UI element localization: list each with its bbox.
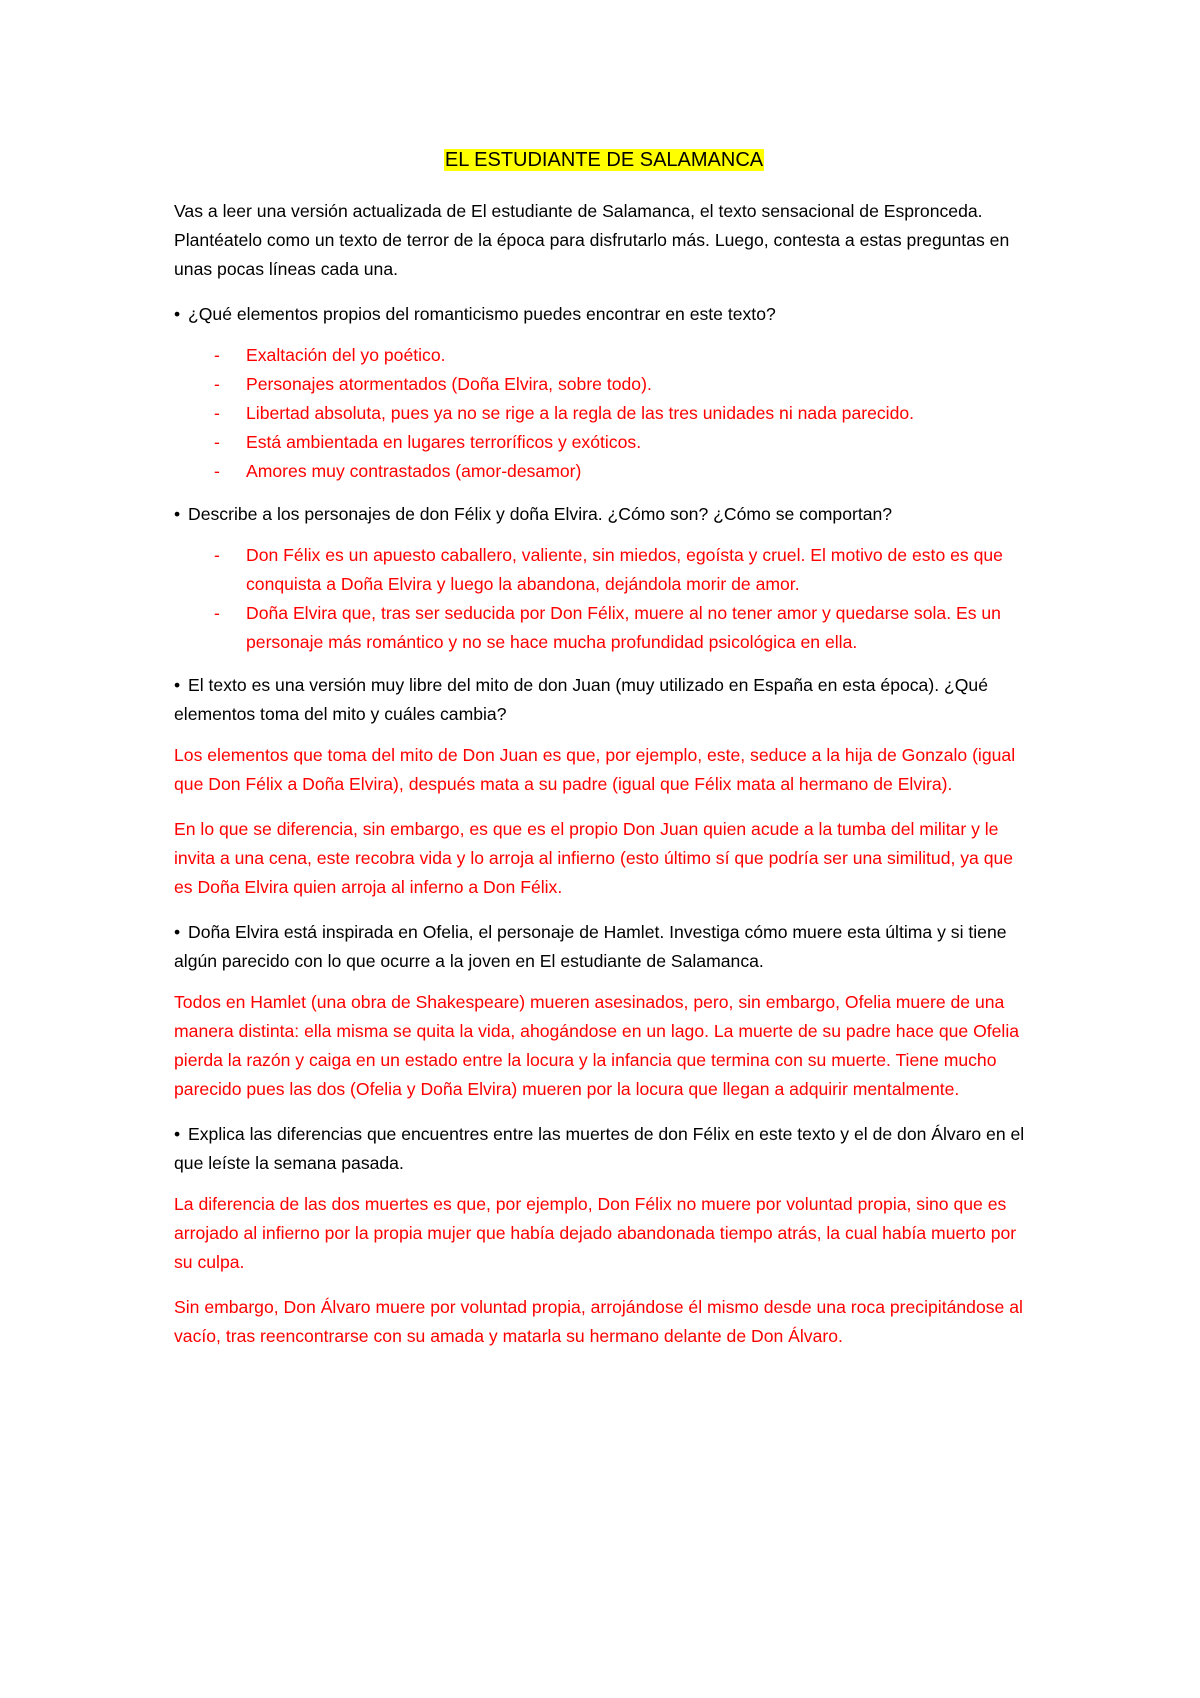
- dash-icon: -: [214, 432, 220, 452]
- bullet-icon: •: [174, 675, 181, 695]
- dash-icon: -: [214, 545, 220, 565]
- answer-1-item: [174, 428, 1034, 457]
- answer-1-item: [174, 370, 1034, 399]
- question-5: [174, 1120, 1034, 1178]
- document-page: [174, 146, 1034, 1367]
- answer-3-paragraph: Los elementos que toma del mito de Don Juan es que, por ejemplo, este, seduce a la hija de Gonzalo (igual que Don Félix a Doña Elvira), después mata a su padre (igual que Félix mata al hermano de Elvira).: [174, 745, 1016, 794]
- dash-icon: -: [214, 461, 220, 481]
- bullet-icon: •: [174, 504, 181, 524]
- dash-icon: -: [214, 345, 220, 365]
- question-2-text: Describe a los personajes de don Félix y doña Elvira. ¿Cómo son? ¿Cómo se comportan?: [188, 504, 893, 524]
- bullet-icon: •: [174, 304, 181, 324]
- answer-1-item-text: Amores muy contrastados (amor-desamor): [246, 461, 582, 481]
- question-2: [174, 500, 1034, 529]
- answer-1-item-text: Está ambientada en lugares terroríficos y exóticos.: [246, 432, 642, 452]
- answer-5-paragraph: Sin embargo, Don Álvaro muere por voluntad propia, arrojándose él mismo desde una roca precipitándose al vacío, tras reencontrarse con su amada y matarla su hermano delante de Don Álvaro.: [174, 1297, 1023, 1346]
- question-3-text: El texto es una versión muy libre del mito de don Juan (muy utilizado en España en esta época). ¿Qué elementos toma del mito y cuáles cambia?: [174, 675, 988, 724]
- answer-1-item-text: Libertad absoluta, pues ya no se rige a la regla de las tres unidades ni nada parecido.: [246, 403, 915, 423]
- answer-2-item-text: Don Félix es un apuesto caballero, valiente, sin miedos, egoísta y cruel. El motivo de esto es que conquista a Doña Elvira y luego la abandona, dejándola morir de amor.: [246, 545, 1003, 594]
- answer-1-item: [174, 341, 1034, 370]
- answer-1-item-text: Exaltación del yo poético.: [246, 345, 446, 365]
- answer-2-item: [174, 599, 1034, 657]
- title-wrap: [174, 146, 1034, 175]
- answer-1-list: [174, 341, 1034, 486]
- answer-1-item: [174, 399, 1034, 428]
- answer-4-paragraph: Todos en Hamlet (una obra de Shakespeare) mueren asesinados, pero, sin embargo, Ofelia muere de una manera distinta: ella misma se quita la vida, ahogándose en un lago. La muerte de su padre hace que Ofelia pierda la razón y caiga en un estado entre la locura y la infancia que termina con su muerte. Tiene mucho parecido pues las dos (Ofelia y Doña Elvira) mueren por la locura que llegan a adquirir mentalmente.: [174, 992, 1020, 1099]
- question-5-text: Explica las diferencias que encuentres entre las muertes de don Félix en este texto y el de don Álvaro en el que leíste la semana pasada.: [174, 1124, 1025, 1173]
- answer-1-item-text: Personajes atormentados (Doña Elvira, sobre todo).: [246, 374, 652, 394]
- answer-1-item: [174, 457, 1034, 486]
- question-4-text: Doña Elvira está inspirada en Ofelia, el personaje de Hamlet. Investiga cómo muere esta última y si tiene algún parecido con lo que ocurre a la joven en El estudiante de Salamanca.: [174, 922, 1007, 971]
- answer-2-item: [174, 541, 1034, 599]
- dash-icon: -: [214, 374, 220, 394]
- bullet-icon: •: [174, 1124, 181, 1144]
- dash-icon: -: [214, 403, 220, 423]
- document-title: EL ESTUDIANTE DE SALAMANCA: [444, 149, 764, 171]
- answer-2-item-text: Doña Elvira que, tras ser seducida por Don Félix, muere al no tener amor y quedarse sola. Es un personaje más romántico y no se hace mucha profundidad psicológica en ella.: [246, 603, 1001, 652]
- answer-2-list: [174, 541, 1034, 657]
- answer-3-paragraph: En lo que se diferencia, sin embargo, es que es el propio Don Juan quien acude a la tumba del militar y le invita a una cena, este recobra vida y lo arroja al infierno (esto último sí que podría ser una similitud, ya que es Doña Elvira quien arroja al inferno a Don Félix.: [174, 819, 1014, 897]
- answer-5-paragraph: La diferencia de las dos muertes es que, por ejemplo, Don Félix no muere por voluntad propia, sino que es arrojado al infierno por la propia mujer que había dejado abandonada tiempo atrás, la cual había muerto por su culpa.: [174, 1194, 1017, 1272]
- intro-paragraph: Vas a leer una versión actualizada de El estudiante de Salamanca, el texto sensacional de Espronceda. Plantéatelo como un texto de terror de la época para disfrutarlo más. Luego, contesta a estas preguntas en unas pocas líneas cada una.: [174, 201, 1010, 279]
- question-1: [174, 300, 1034, 329]
- question-1-text: ¿Qué elementos propios del romanticismo puedes encontrar en este texto?: [188, 304, 776, 324]
- question-4: [174, 918, 1034, 976]
- question-3: [174, 671, 1034, 729]
- bullet-icon: •: [174, 922, 181, 942]
- dash-icon: -: [214, 603, 220, 623]
